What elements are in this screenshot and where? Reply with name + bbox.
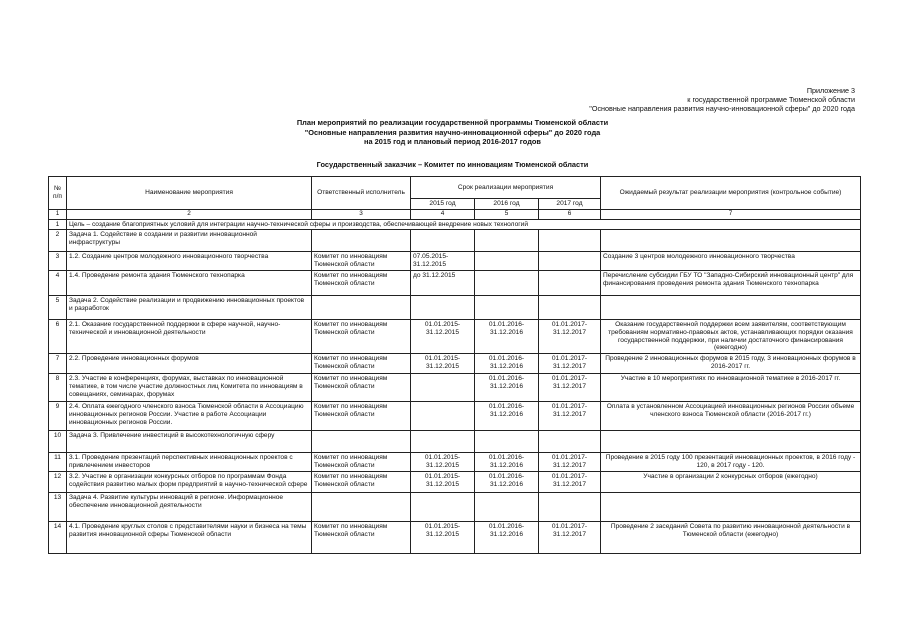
column-number: 3 xyxy=(312,210,411,220)
goal-row xyxy=(49,219,861,230)
row-number: 4 xyxy=(49,270,67,295)
column-number: 6 xyxy=(539,210,601,220)
activity-name: Задача 3. Привлечение инвестиций в высокотехнологичную сферу xyxy=(67,431,312,453)
expected-result: Проведение 2 инновационных форумов в 2015 году, 3 инновационных форумов в 2016-2017 гг. xyxy=(601,354,861,374)
expected-result: Оказание государственной поддержки всем заявителям, соответствующим требованиям нормативно-правовых актов, устанавливающих порядки оказания государственной поддержки, при наличии достаточного финансирования (ежегодно) xyxy=(601,319,861,353)
period-2017: 01.01.2017-31.12.2017 xyxy=(539,374,601,402)
document-title xyxy=(0,118,905,147)
row-number: 8 xyxy=(49,374,67,402)
activity-row xyxy=(49,522,861,554)
executor xyxy=(312,493,411,522)
executor: Комитет по инновациям Тюменской области xyxy=(312,472,411,493)
row-number: 3 xyxy=(49,252,67,271)
activity-name: Задача 2. Содействие реализации и продвижению инновационных проектов и разработок xyxy=(67,295,312,319)
period-2016: 01.01.2016-31.12.2016 xyxy=(475,522,539,554)
title-line-2: "Основные направления развития научно-инновационной сферы" до 2020 года xyxy=(304,127,601,137)
header-2015: 2015 год xyxy=(411,199,475,210)
column-number-row xyxy=(49,210,861,220)
activity-name: 3.2. Участие в организации конкурсных отборов по программам Фонда содействия развитию малых форм предприятий в научно-технической сфере xyxy=(67,472,312,493)
column-number: 4 xyxy=(411,210,475,220)
goal-text: Цель – создание благоприятных условий для интеграции научно-технической сферы и производства, обеспечивающей внедрение новых технологий xyxy=(67,219,861,230)
expected-result: Участие в организации 2 конкурсных отборов (ежегодно) xyxy=(601,472,861,493)
row-number: 2 xyxy=(49,230,67,252)
activity-row xyxy=(49,453,861,472)
activity-row xyxy=(49,354,861,374)
activity-name: 2.1. Оказание государственной поддержки в сфере научной, научно-технической и инновационной деятельности xyxy=(67,319,312,353)
period-2017: 01.01.2017-31.12.2017 xyxy=(539,319,601,353)
activity-row xyxy=(49,319,861,353)
expected-result xyxy=(601,431,861,453)
period-2017 xyxy=(539,431,601,453)
appendix-line-1: Приложение 3 xyxy=(806,86,855,95)
header-result: Ожидаемый результат реализации мероприятия (контрольное событие) xyxy=(601,177,861,210)
period-2016: 01.01.2016-31.12.2016 xyxy=(475,354,539,374)
executor: Комитет по инновациям Тюменской области xyxy=(312,270,411,295)
row-number: 5 xyxy=(49,295,67,319)
header-name: Наименование мероприятия xyxy=(67,177,312,210)
plan-table xyxy=(48,176,861,554)
period-2017 xyxy=(539,252,601,271)
period-2017 xyxy=(539,270,601,295)
state-customer: Государственный заказчик – Комитет по инновациям Тюменской области xyxy=(316,160,589,169)
period-2016 xyxy=(475,493,539,522)
row-number: 14 xyxy=(49,522,67,554)
goal-num: 1 xyxy=(49,219,67,230)
expected-result: Участие в 10 мероприятиях по инновационной тематике в 2016-2017 гг. xyxy=(601,374,861,402)
executor: Комитет по инновациям Тюменской области xyxy=(312,402,411,431)
executor: Комитет по инновациям Тюменской области xyxy=(312,354,411,374)
period-2015: 01.01.2015-31.12.2015 xyxy=(411,453,475,472)
expected-result xyxy=(601,493,861,522)
period-2015: 01.01.2015-31.12.2015 xyxy=(411,354,475,374)
appendix-note xyxy=(589,86,855,113)
executor xyxy=(312,431,411,453)
activity-name: 2.2. Проведение инновационных форумов xyxy=(67,354,312,374)
activity-row xyxy=(49,374,861,402)
period-2015 xyxy=(411,374,475,402)
row-number: 13 xyxy=(49,493,67,522)
activity-name: Задача 4. Развитие культуры инноваций в регионе. Информационное обеспечение инновационной деятельности xyxy=(67,493,312,522)
activity-name: 2.4. Оплата ежегодного членского взноса Тюменской области в Ассоциацию инновационных регионов России. Участие в работе Ассоциации инновационных регионов России. xyxy=(67,402,312,431)
executor: Комитет по инновациям Тюменской области xyxy=(312,522,411,554)
expected-result: Создание 3 центров молодежного инновационного творчества xyxy=(601,252,861,271)
task-row xyxy=(49,295,861,319)
period-2017: 01.01.2017-31.12.2017 xyxy=(539,472,601,493)
row-number: 7 xyxy=(49,354,67,374)
period-2015 xyxy=(411,402,475,431)
expected-result: Оплата в установленном Ассоциацией инновационных регионов России объеме членского взноса Тюменской области (2016-2017 гг.) xyxy=(601,402,861,431)
task-row xyxy=(49,230,861,252)
period-2017 xyxy=(539,295,601,319)
period-2017 xyxy=(539,493,601,522)
header-executor: Ответственный исполнитель xyxy=(312,177,411,210)
task-row xyxy=(49,431,861,453)
column-number: 1 xyxy=(49,210,67,220)
period-2017: 01.01.2017-31.12.2017 xyxy=(539,522,601,554)
period-2016 xyxy=(475,431,539,453)
expected-result xyxy=(601,295,861,319)
column-number: 5 xyxy=(475,210,539,220)
row-number: 12 xyxy=(49,472,67,493)
activity-row xyxy=(49,402,861,431)
executor xyxy=(312,230,411,252)
period-2016 xyxy=(475,252,539,271)
executor: Комитет по инновациям Тюменской области xyxy=(312,319,411,353)
row-number: 9 xyxy=(49,402,67,431)
period-2016: 01.01.2016-31.12.2016 xyxy=(475,472,539,493)
activity-name: 1.2. Создание центров молодежного инновационного творчества xyxy=(67,252,312,271)
appendix-line-2: к государственной программе Тюменской области xyxy=(687,95,855,104)
period-2015 xyxy=(411,493,475,522)
expected-result: Проведение 2 заседаний Совета по развитию инновационной деятельности в Тюменской области (ежегодно) xyxy=(601,522,861,554)
activity-name: 3.1. Проведение презентаций перспективных инновационных проектов с привлечением инвесторов xyxy=(67,453,312,472)
executor xyxy=(312,295,411,319)
executor: Комитет по инновациям Тюменской области xyxy=(312,374,411,402)
period-2017: 01.01.2017-31.12.2017 xyxy=(539,354,601,374)
task-row xyxy=(49,493,861,522)
period-2017: 01.01.2017-31.12.2017 xyxy=(539,453,601,472)
expected-result: Перечисление субсидии ГБУ ТО "Западно-Сибирский инновационный центр" для финансирования проведения ремонта здания Тюменского технопарка xyxy=(601,270,861,295)
period-2016: 01.01.2016-31.12.2016 xyxy=(475,374,539,402)
activity-row xyxy=(49,270,861,295)
row-number: 10 xyxy=(49,431,67,453)
activity-name: 2.3. Участие в конференциях, форумах, выставках по инновационной тематике, в том числе участие должностных лиц Комитета по инновациям в совещаниях, семинарах, форумах xyxy=(67,374,312,402)
header-period: Срок реализации мероприятия xyxy=(411,177,601,199)
column-number: 2 xyxy=(67,210,312,220)
period-2015: 01.01.2015-31.12.2015 xyxy=(411,472,475,493)
period-2016 xyxy=(475,295,539,319)
activity-row xyxy=(49,472,861,493)
activity-name: Задача 1. Содействие в создании и развитии инновационной инфраструктуры xyxy=(67,230,312,252)
period-2015: 07.05.2015-31.12.2015 xyxy=(411,252,475,271)
period-2017: 01.01.2017-31.12.2017 xyxy=(539,402,601,431)
period-2016: 01.01.2016-31.12.2016 xyxy=(475,319,539,353)
period-2016: 01.01.2016-31.12.2016 xyxy=(475,453,539,472)
header-2016: 2016 год xyxy=(475,199,539,210)
column-number: 7 xyxy=(601,210,861,220)
period-2015: до 31.12.2015 xyxy=(411,270,475,295)
period-2016 xyxy=(475,270,539,295)
period-2016: 01.01.2016-31.12.2016 xyxy=(475,402,539,431)
activity-row xyxy=(49,252,861,271)
period-2015 xyxy=(411,230,475,252)
activity-name: 1.4. Проведение ремонта здания Тюменского технопарка xyxy=(67,270,312,295)
expected-result: Проведение в 2015 году 100 презентаций инновационных проектов, в 2016 году - 120, в 2017 году - 120. xyxy=(601,453,861,472)
period-2015: 01.01.2015-31.12.2015 xyxy=(411,522,475,554)
executor: Комитет по инновациям Тюменской области xyxy=(312,252,411,271)
period-2016 xyxy=(475,230,539,252)
period-2015 xyxy=(411,431,475,453)
activity-name: 4.1. Проведение круглых столов с представителями науки и бизнеса на темы развития инновационной сферы Тюменской области xyxy=(67,522,312,554)
expected-result xyxy=(601,230,861,252)
period-2017 xyxy=(539,230,601,252)
title-line-1: План мероприятий по реализации государственной программы Тюменской области xyxy=(296,118,609,127)
row-number: 6 xyxy=(49,319,67,353)
appendix-line-3: "Основные направления развития научно-инновационной сферы" до 2020 года xyxy=(589,104,855,113)
header-2017: 2017 год xyxy=(539,199,601,210)
period-2015: 01.01.2015-31.12.2015 xyxy=(411,319,475,353)
period-2015 xyxy=(411,295,475,319)
header-num: № п/п xyxy=(49,177,67,210)
header-row xyxy=(49,177,861,199)
executor: Комитет по инновациям Тюменской области xyxy=(312,453,411,472)
row-number: 11 xyxy=(49,453,67,472)
title-line-3: на 2015 год и плановый период 2016-2017 годов xyxy=(364,137,541,146)
